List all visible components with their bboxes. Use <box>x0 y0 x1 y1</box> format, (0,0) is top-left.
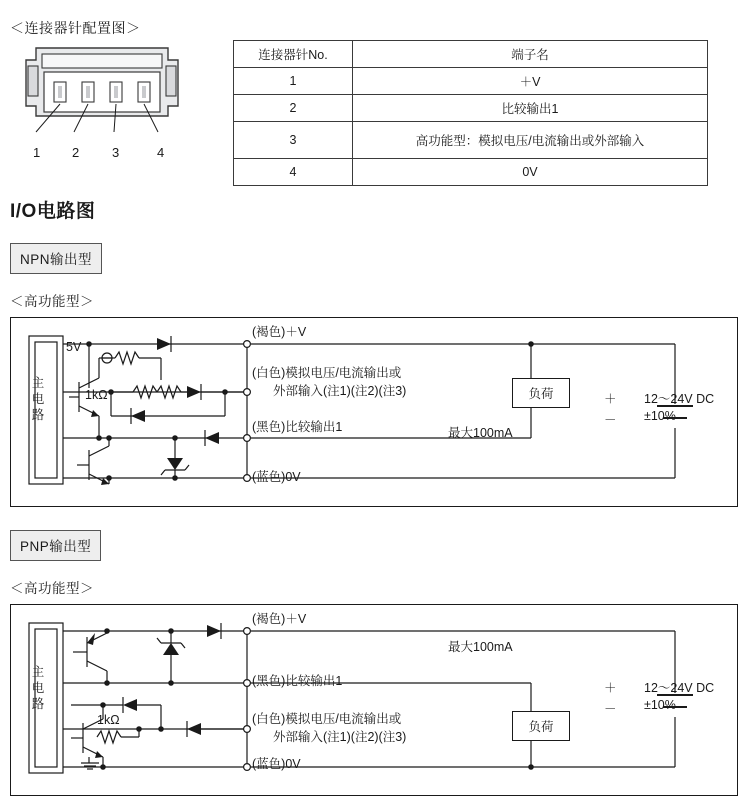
pnp-max-current-label: 最大100mA <box>448 640 513 654</box>
npn-power-minus-sign: － <box>604 413 617 427</box>
pnp-terminal-label-analog: (白色)模拟电压/电流输出或 <box>252 712 402 726</box>
io-circuit-heading: I/O电路图 <box>10 201 96 222</box>
column-header-terminal-name: 端子名 <box>353 41 708 68</box>
connector-pin-label-2: 2 <box>72 145 80 160</box>
cell-pin-no: 3 <box>234 122 353 159</box>
table-row <box>234 122 708 159</box>
npn-output-badge: NPN输出型 <box>10 243 102 274</box>
pnp-high-function-label: ＜高功能型＞ <box>10 581 94 596</box>
pnp-power-supply-label-line1: 12～24V DC <box>644 681 715 695</box>
cell-pin-no: 2 <box>234 95 353 122</box>
npn-supply-voltage-label: 5V <box>66 340 82 354</box>
npn-power-supply-label-line1: 12～24V DC <box>644 392 715 406</box>
connector-pin-label-3: 3 <box>112 145 120 160</box>
cell-terminal-name: 比较输出1 <box>353 95 708 122</box>
npn-load-box: 负荷 <box>512 378 570 408</box>
npn-resistor-label: 1kΩ <box>85 388 108 402</box>
pnp-terminal-label-vplus: (褐色)＋V <box>252 612 307 626</box>
connector-pin-label-1: 1 <box>33 145 41 160</box>
cell-terminal-name: 0V <box>353 159 708 186</box>
pnp-resistor-label: 1kΩ <box>97 713 120 727</box>
pnp-circuit-diagram <box>10 604 738 796</box>
npn-terminal-label-vplus: (褐色)＋V <box>252 325 307 339</box>
connector-title: ＜连接器针配置图＞ <box>10 20 141 36</box>
connector-pin-table <box>233 40 708 186</box>
table-row <box>234 159 708 186</box>
pnp-output-badge: PNP输出型 <box>10 530 101 561</box>
connector-pin-label-4: 4 <box>157 145 165 160</box>
npn-terminal-label-compare: (黑色)比较输出1 <box>252 420 343 434</box>
column-header-pin-no: 连接器针No. <box>234 41 353 68</box>
npn-high-function-label: ＜高功能型＞ <box>10 294 94 309</box>
pnp-main-circuit-label: 主 电 路 <box>31 665 45 711</box>
pnp-terminal-label-analog-2: 外部输入(注1)(注2)(注3) <box>273 730 407 744</box>
cell-terminal-name: ＋V <box>353 68 708 95</box>
npn-terminal-label-analog-2: 外部输入(注1)(注2)(注3) <box>273 384 407 398</box>
npn-max-current-label: 最大100mA <box>448 426 513 440</box>
npn-terminal-label-0v: (蓝色)0V <box>252 470 301 484</box>
npn-circuit-diagram <box>10 317 738 507</box>
pnp-terminal-label-0v: (蓝色)0V <box>252 757 301 771</box>
npn-power-supply-label-line2: ±10% <box>644 409 676 423</box>
pnp-terminal-label-compare: (黑色)比较输出1 <box>252 674 343 688</box>
pnp-power-minus-sign: － <box>604 702 617 716</box>
pnp-load-box: 负荷 <box>512 711 570 741</box>
npn-terminal-label-analog: (白色)模拟电压/电流输出或 <box>252 366 402 380</box>
pnp-power-supply-label-line2: ±10% <box>644 698 676 712</box>
npn-power-plus-sign: ＋ <box>604 392 617 406</box>
table-row <box>234 95 708 122</box>
cell-pin-no: 1 <box>234 68 353 95</box>
table-header-row <box>234 41 708 68</box>
cell-terminal-name: 高功能型：模拟电压/电流输出或外部输入 <box>353 122 708 159</box>
cell-pin-no: 4 <box>234 159 353 186</box>
pnp-power-plus-sign: ＋ <box>604 681 617 695</box>
npn-main-circuit-label: 主 电 路 <box>31 376 45 422</box>
table-row <box>234 68 708 95</box>
